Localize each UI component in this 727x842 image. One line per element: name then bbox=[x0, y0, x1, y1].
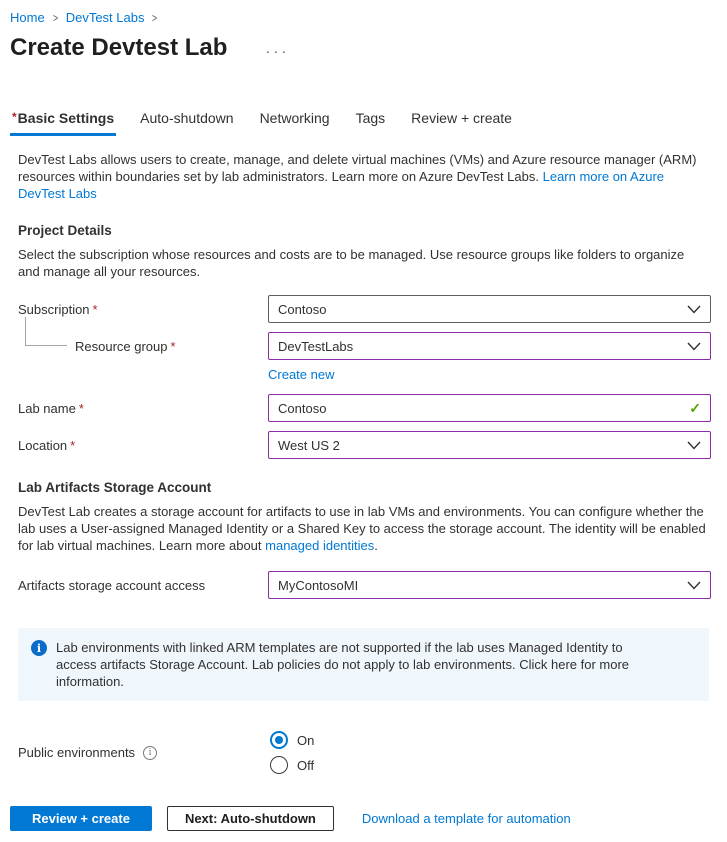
breadcrumb-separator-icon: > bbox=[52, 10, 58, 25]
chevron-down-icon bbox=[687, 342, 701, 351]
public-environments-label bbox=[18, 731, 268, 774]
location-value: West US 2 bbox=[278, 437, 340, 453]
next-auto-shutdown-button[interactable]: Next: Auto-shutdown bbox=[167, 806, 334, 831]
radio-option-on[interactable] bbox=[270, 731, 314, 749]
learn-more-devtest-link[interactable]: Learn more on Azure DevTest Labs bbox=[18, 169, 665, 201]
review-create-button[interactable]: Review + create bbox=[10, 806, 152, 831]
valid-check-icon: ✓ bbox=[689, 399, 701, 416]
storage-section-heading: Lab Artifacts Storage Account bbox=[18, 480, 212, 495]
project-details-heading: Project Details bbox=[18, 223, 112, 238]
radio-unselected-icon[interactable] bbox=[270, 756, 288, 774]
tab-tags[interactable]: Tags bbox=[355, 110, 386, 126]
tab-basic-settings[interactable] bbox=[10, 110, 116, 136]
subscription-select[interactable] bbox=[268, 295, 711, 323]
subscription-label bbox=[18, 302, 268, 317]
artifacts-access-label: Artifacts storage account access bbox=[18, 577, 206, 593]
resource-group-row bbox=[18, 332, 709, 360]
public-environments-radio-group bbox=[268, 731, 314, 774]
storage-description-text: DevTest Lab creates a storage account for artifacts to use in lab VMs and environments. You can configure whether the lab uses a User-assigned Managed Identity or a Shared Key to access the storage account. The identity will be enabled for lab virtual machines. Learn more about bbox=[18, 504, 706, 553]
resource-group-value: DevTestLabs bbox=[278, 338, 354, 354]
intro-text bbox=[18, 151, 709, 202]
chevron-down-icon bbox=[687, 441, 701, 450]
footer-action-bar bbox=[10, 806, 571, 831]
radio-option-off[interactable] bbox=[270, 756, 314, 774]
lab-name-label bbox=[18, 401, 268, 416]
lab-name-input[interactable] bbox=[268, 394, 711, 422]
required-asterisk: * bbox=[12, 110, 17, 124]
lab-name-row bbox=[18, 394, 709, 422]
artifacts-access-value: MyContosoMI bbox=[278, 577, 359, 593]
info-banner bbox=[18, 628, 709, 701]
tab-bar bbox=[0, 110, 727, 136]
intro-description: DevTest Labs allows users to create, manage, and delete virtual machines (VMs) and Azure resource manager (ARM) resources within boundaries set by lab administrators. Learn more on Azure DevTest Labs. bbox=[18, 152, 697, 184]
location-select[interactable] bbox=[268, 431, 711, 459]
breadcrumb-home-link[interactable]: Home bbox=[10, 10, 45, 25]
info-icon: i bbox=[31, 640, 47, 656]
lab-name-value: Contoso bbox=[278, 400, 327, 416]
title-row bbox=[0, 25, 727, 62]
required-asterisk: * bbox=[170, 338, 176, 354]
info-banner-text: Lab environments with linked ARM templates are not supported if the lab uses Managed Identity to access artifacts Storage Account. Lab policies do not apply to lab environments. Click here for more information. bbox=[56, 640, 630, 689]
public-environments-row bbox=[18, 731, 709, 774]
basic-settings-form bbox=[18, 295, 709, 459]
subscription-value: Contoso bbox=[278, 301, 327, 317]
chevron-down-icon bbox=[687, 581, 701, 590]
tab-label: Basic Settings bbox=[17, 110, 115, 126]
create-new-link[interactable]: Create new bbox=[268, 367, 335, 382]
required-asterisk: * bbox=[70, 437, 76, 453]
storage-description-period: . bbox=[374, 538, 378, 553]
tab-networking[interactable]: Networking bbox=[259, 110, 330, 126]
breadcrumb-devtest-labs-link[interactable]: DevTest Labs bbox=[65, 10, 145, 25]
breadcrumb-separator-icon: > bbox=[152, 10, 158, 25]
page-title: Create Devtest Lab bbox=[10, 34, 228, 61]
required-asterisk: * bbox=[92, 301, 98, 317]
project-details-description: Select the subscription whose resources and costs are to be managed. Use resource groups like folders to organize and manage all your resources. bbox=[18, 247, 685, 279]
managed-identities-link[interactable]: managed identities bbox=[265, 538, 375, 553]
required-asterisk: * bbox=[78, 400, 84, 416]
info-tooltip-icon[interactable]: i bbox=[143, 746, 157, 760]
radio-off-label: Off bbox=[297, 757, 315, 773]
chevron-down-icon bbox=[687, 305, 701, 314]
subscription-row bbox=[18, 295, 709, 323]
radio-on-label: On bbox=[297, 732, 315, 748]
artifacts-access-select[interactable] bbox=[268, 571, 711, 599]
field-label-text: Public environments bbox=[18, 745, 136, 760]
field-label-text: Subscription bbox=[18, 301, 90, 317]
create-new-row bbox=[268, 367, 709, 382]
resource-group-select[interactable] bbox=[268, 332, 711, 360]
field-label-text: Resource group bbox=[75, 338, 168, 354]
tab-review-create[interactable]: Review + create bbox=[411, 110, 512, 126]
radio-selected-icon[interactable] bbox=[270, 731, 288, 749]
breadcrumb bbox=[0, 0, 727, 25]
field-label-text: Location bbox=[18, 437, 68, 453]
field-label-text: Lab name bbox=[18, 400, 76, 416]
download-template-link[interactable]: Download a template for automation bbox=[361, 811, 571, 826]
tab-content bbox=[0, 151, 727, 774]
nesting-connector-line bbox=[25, 317, 67, 346]
location-label bbox=[18, 438, 268, 453]
tab-auto-shutdown[interactable]: Auto-shutdown bbox=[140, 110, 234, 126]
location-row bbox=[18, 431, 709, 459]
more-options-icon[interactable]: ··· bbox=[265, 42, 290, 60]
artifacts-access-row bbox=[18, 571, 709, 599]
storage-section-description bbox=[18, 503, 709, 554]
